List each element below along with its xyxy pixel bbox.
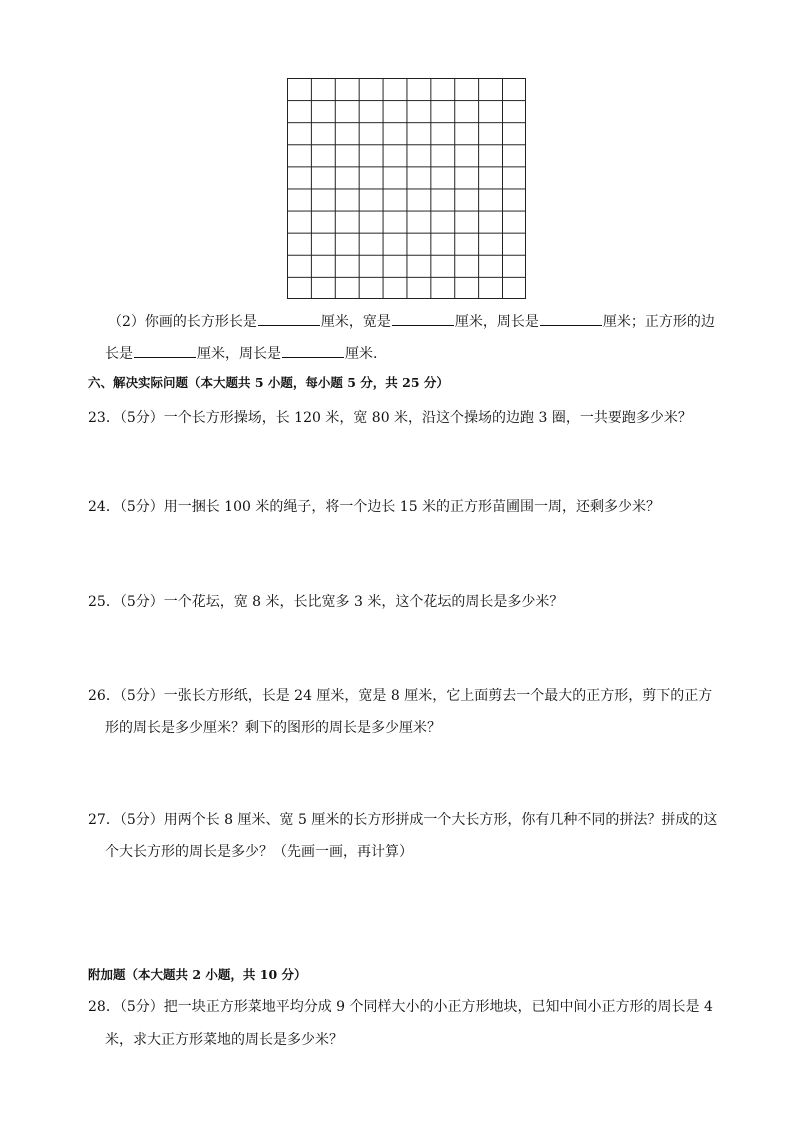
- section6-heading: 六、解决实际问题（本大题共 5 小题，每小题 5 分，共 25 分）: [88, 375, 449, 390]
- question-27-line1: 27．（5分）用两个长 8 厘米、宽 5 厘米的长方形拼成一个大长方形，你有几种不同的拼法？拼成的这: [88, 812, 718, 828]
- q22-text-a: （2）你画的长方形长是: [108, 314, 257, 330]
- q22-part2-line1: [108, 311, 715, 332]
- question-28-line2: 米，求大正方形菜地的周长是多少米？: [105, 1032, 343, 1048]
- question-27-line2: 个大长方形的周长是多少？（先画一画，再计算）: [105, 844, 413, 860]
- q22-text-f: 厘米，周长是: [197, 346, 281, 362]
- q22-text-e: 长是: [105, 346, 133, 362]
- answer-blank-length[interactable]: [258, 311, 320, 326]
- question-24: 24．（5分）用一捆长 100 米的绳子，将一个边长 15 米的正方形苗圃围一周，还剩多少米？: [88, 499, 661, 515]
- q22-text-d: 厘米；正方形的边: [602, 314, 715, 330]
- q22-text-g: 厘米.: [345, 346, 378, 362]
- answer-blank-square-side[interactable]: [134, 343, 196, 358]
- drawing-grid: [287, 78, 526, 299]
- q22-part2-line2: [105, 343, 377, 364]
- answer-blank-rect-perimeter[interactable]: [540, 311, 602, 326]
- q22-text-c: 厘米，周长是: [454, 314, 539, 330]
- question-23: 23．（5分）一个长方形操场，长 120 米，宽 80 米，沿这个操场的边跑 3 圈，一共要跑多少米？: [88, 410, 692, 426]
- answer-blank-width[interactable]: [392, 311, 454, 326]
- question-28-line1: 28．（5分）把一块正方形菜地平均分成 9 个同样大小的小正方形地块，已知中间小正方形的周长是 4: [88, 999, 713, 1015]
- question-25: 25．（5分）一个花坛，宽 8 米，长比宽多 3 米，这个花坛的周长是多少米？: [88, 594, 564, 610]
- question-26-line1: 26．（5分）一张长方形纸，长是 24 厘米，宽是 8 厘米，它上面剪去一个最大的正方形，剪下的正方: [88, 688, 713, 704]
- answer-blank-square-perimeter[interactable]: [282, 343, 344, 358]
- question-26-line2: 形的周长是多少厘米？剩下的图形的周长是多少厘米？: [105, 720, 441, 736]
- bonus-heading: 附加题（本大题共 2 小题，共 10 分）: [88, 967, 307, 982]
- q22-text-b: 厘米，宽是: [320, 314, 391, 330]
